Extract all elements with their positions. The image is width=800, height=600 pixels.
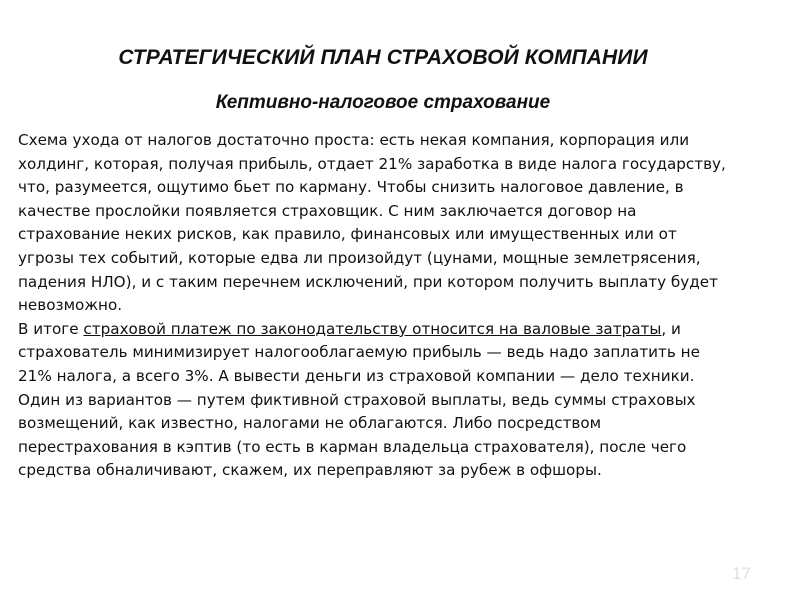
body-paragraph	[18, 129, 780, 483]
body-line-14: перестрахования в кэптив (то есть в карман владельца страхователя), после чего	[18, 437, 687, 456]
body-line-13: возмещений, как известно, налогами не облагаются. Либо посредством	[18, 414, 602, 433]
slide-subtitle: Кептивно-налоговое страхование	[215, 92, 551, 113]
body-line-1: Схема ухода от налогов достаточно проста: есть некая компания, корпорация или	[18, 131, 690, 149]
underlined-link[interactable]: страховой платеж по законодательству относится на валовые затраты	[83, 319, 662, 338]
body-line-9-end: , и	[661, 319, 681, 338]
slide-title: СТРАТЕГИЧЕСКИЙ ПЛАН СТРАХОВОЙ КОМПАНИИ	[118, 46, 648, 69]
page-number: 17	[732, 564, 751, 583]
body-line-2: холдинг, которая, получая прибыль, отдает 21% заработка в виде налога государству,	[18, 154, 726, 173]
body-line-9	[18, 318, 780, 342]
body-line-4: качестве прослойки появляется страховщик. С ним заключается договор на	[18, 201, 637, 220]
body-line-7: падения НЛО), и с таким перечнем исключений, при котором получить выплату будет	[18, 272, 718, 291]
body-line-6: угрозы тех событий, которые едва ли произойдут (цунами, мощные землетрясения,	[18, 248, 701, 267]
body-line-3: что, разумеется, ощутимо бьет по карману. Чтобы снизить налоговое давление, в	[18, 178, 684, 197]
body-line-9-start: В итоге	[18, 319, 84, 338]
body-line-8: невозможно.	[18, 296, 123, 315]
body-line-11: 21% налога, а всего 3%. А вывести деньги из страховой компании — дело техники.	[18, 366, 695, 385]
body-line-10: страхователь минимизирует налогооблагаемую прибыль — ведь надо заплатить не	[18, 343, 700, 362]
body-line-5: страхование неких рисков, как правило, финансовых или имущественных или от	[18, 225, 677, 244]
body-line-15: средства обналичивают, скажем, их переправляют за рубеж в офшоры.	[18, 461, 602, 480]
body-line-12: Один из вариантов — путем фиктивной страховой выплаты, ведь суммы страховых	[18, 390, 696, 409]
